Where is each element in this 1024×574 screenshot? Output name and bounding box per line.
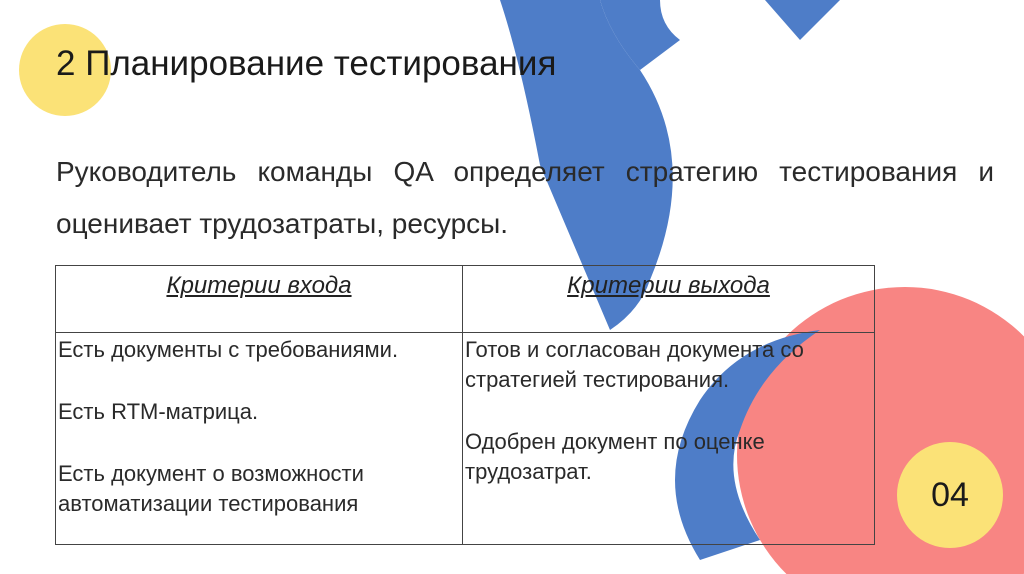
intro-paragraph: Руководитель команды QA определяет стратегию тестирования и оценивает трудозатраты, ресурсы.: [56, 156, 994, 239]
entry-criteria-header: Критерии входа: [56, 266, 463, 333]
slide-title: 2 Планирование тестирования: [56, 44, 557, 83]
criteria-table: [55, 265, 875, 545]
entry-item-requirements: Есть документы с требованиями.: [58, 337, 399, 362]
exit-criteria-header: Критерии выхода: [463, 266, 875, 333]
entry-item-rtm: Есть RTM-матрица.: [58, 399, 259, 424]
table-row: [56, 333, 875, 545]
exit-criteria-cell: [463, 333, 875, 545]
page-number-badge: [897, 442, 1003, 548]
table-header-row: [56, 266, 875, 333]
page-number: 04: [931, 475, 969, 514]
blue-arrow-shape-top: [765, 0, 840, 40]
exit-item-strategy: Готов и согласован документа со стратегией тестирования.: [465, 337, 804, 392]
entry-item-automation: Есть документ о возможности автоматизации тестирования: [58, 461, 364, 516]
exit-item-estimate: Одобрен документ по оценке трудозатрат.: [465, 429, 765, 484]
entry-criteria-cell: [56, 333, 463, 545]
